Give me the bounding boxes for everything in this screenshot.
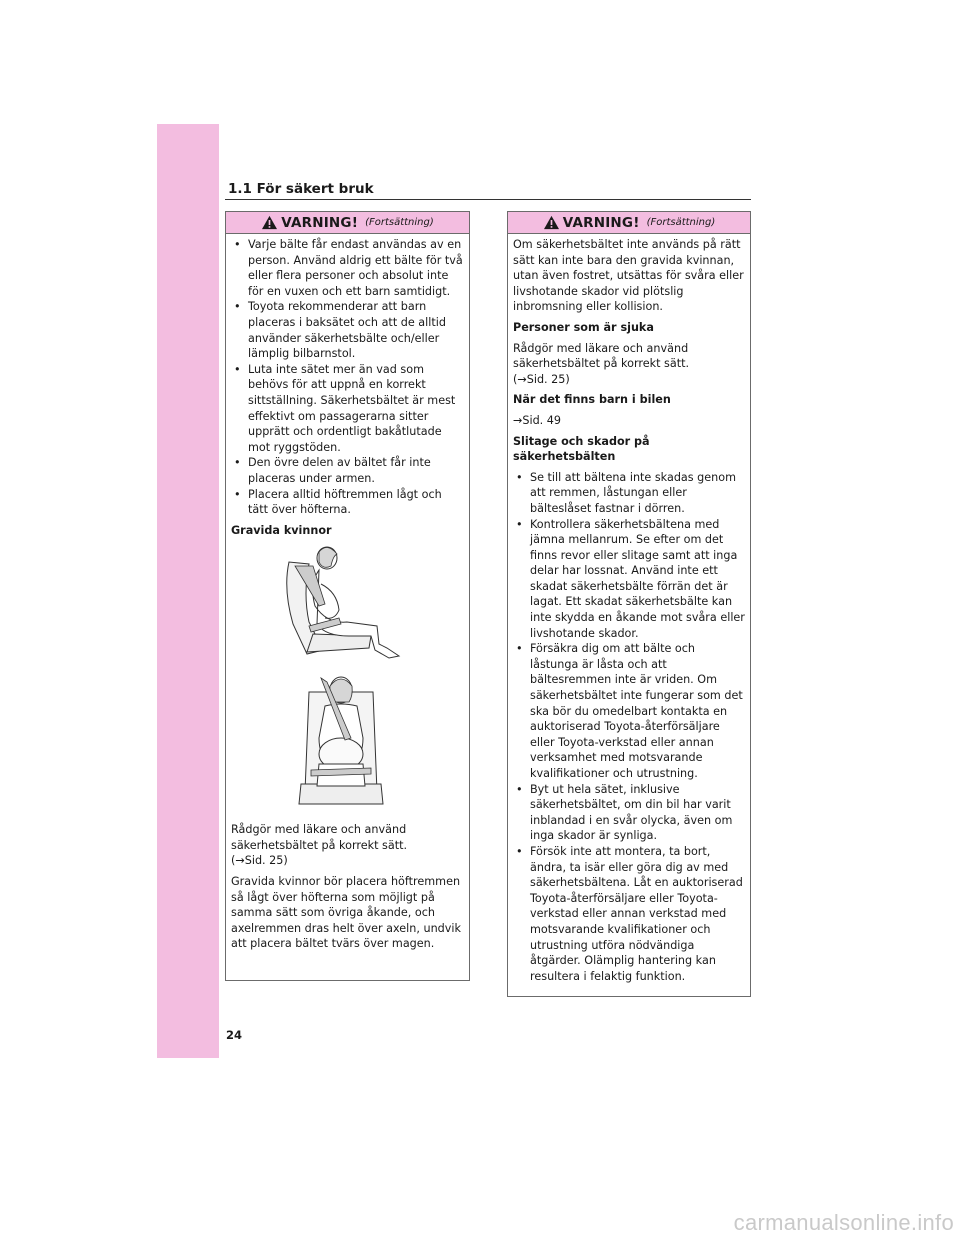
warning-icon (261, 215, 278, 230)
list-item: • Varje bälte får endast användas av en person. Använd aldrig ett bälte för två eller flera personer och absolut inte för en vuxen och ett barn samtidigt. (231, 237, 464, 299)
list-item: • Luta inte sätet mer än vad som behövs för att uppnå en korrekt sittställning. Säkerhetsbältet är mest effektivt om passagerarna sitter upprätt och ordentligt bakåtlutade mot ryggstöden. (231, 362, 464, 456)
page-number: 24 (226, 1028, 243, 1042)
bullet-list (513, 470, 745, 985)
paragraph (231, 822, 464, 869)
paragraph: Om säkerhetsbältet inte används på rätt sätt kan inte bara den gravida kvinnan, utan även fostret, utsättas för svåra eller livshotande skador vid plötslig inbromsning eller kollision. (513, 238, 744, 314)
warning-header (226, 212, 469, 234)
section-divider (225, 199, 751, 200)
list-item: • Försäkra dig om att bälte och låstunga är låsta och att bältesremmen inte är vriden. Om säkerhetsbältet inte fungerar som det ska bör du omedelbart kontakta en auktoriserad Toyota-återförsäljare eller Toyota-verkstad eller annan verksamhet med motsvarande kvalifikationer och utrustning. (513, 641, 745, 781)
list-item: • Toyota rekommenderar att barn placeras i baksätet och att de alltid använder säkerhetsbälte och/eller lämplig bilbarnstol. (231, 299, 464, 361)
list-item: • Försök inte att montera, ta bort, ändra, ta isär eller göra dig av med säkerhetsbältena. Låt en auktoriserad Toyota-återförsäljare eller Toyota-verkstad eller annan verkstad med motsvarande kvalifikationer och utrustning utföra nödvändiga åtgärder. Olämplig hantering kan resultera i felaktig funktion. (513, 844, 745, 984)
pregnant-seatbelt-illustrations (231, 544, 464, 816)
warning-icon (543, 215, 560, 230)
warning-header (508, 212, 750, 234)
paragraph: Gravida kvinnor bör placera höftremmen så lågt över höfterna som möjligt på samma sätt som övriga åkande, och axelremmen dras helt över axeln, undvik att placera bältet tvärs över magen. (231, 875, 461, 951)
warning-body-left (226, 234, 469, 952)
list-item: • Den övre delen av bältet får inte placeras under armen. (231, 455, 464, 486)
bullet-list (231, 237, 464, 518)
subheading-wear: Slitage och skador på säkerhetsbälten (513, 434, 650, 464)
warning-body-right (508, 234, 750, 984)
pregnant-woman-side-view-illustration (279, 544, 409, 662)
subheading-children: När det finns barn i bilen (513, 393, 671, 407)
paragraph (513, 341, 745, 388)
page-reference: (→Sid. 25) (231, 854, 288, 868)
list-item: • Placera alltid höftremmen lågt och tätt över höfterna. (231, 487, 464, 518)
paragraph-text: Rådgör med läkare och använd säkerhetsbältet på korrekt sätt. (231, 823, 408, 852)
warning-title: VARNING! (562, 214, 640, 231)
warning-box-right (507, 211, 751, 997)
paragraph-text: Rådgör med läkare och använd säkerhetsbältet på korrekt sätt. (513, 341, 690, 371)
warning-continuation: (Fortsättning) (365, 217, 434, 228)
list-item: • Se till att bältena inte skadas genom att remmen, låstungan eller bälteslåset fastnar i dörren. (513, 470, 745, 517)
subheading-sick: Personer som är sjuka (513, 320, 654, 334)
list-item: • Kontrollera säkerhetsbältena med jämna mellanrum. Se efter om det finns revor eller slitage samt att inga delar har lossnat. Använd inte ett skadat säkerhetsbälte förrän det är lagat. Ett skadat säkerhetsbälte kan inte skydda en åkande mot svåra eller livshotande skador. (513, 517, 745, 642)
pregnant-woman-front-view-illustration (291, 672, 391, 812)
chapter-side-tab (157, 124, 219, 1058)
page-reference: (→Sid. 25) (513, 372, 570, 386)
warning-box-left (225, 211, 470, 981)
watermark: carmanualsonline.info (733, 1210, 954, 1235)
section-title: 1.1 För säkert bruk (228, 181, 374, 197)
warning-continuation: (Fortsättning) (646, 217, 716, 228)
list-item: • Byt ut hela sätet, inklusive säkerhetsbältet, om din bil har varit inblandad i en svår olycka, även om inga skador är synliga. (513, 782, 745, 844)
page-reference: →Sid. 49 (513, 413, 562, 427)
warning-title: VARNING! (281, 214, 359, 231)
subheading-pregnant: Gravida kvinnor (231, 523, 332, 537)
